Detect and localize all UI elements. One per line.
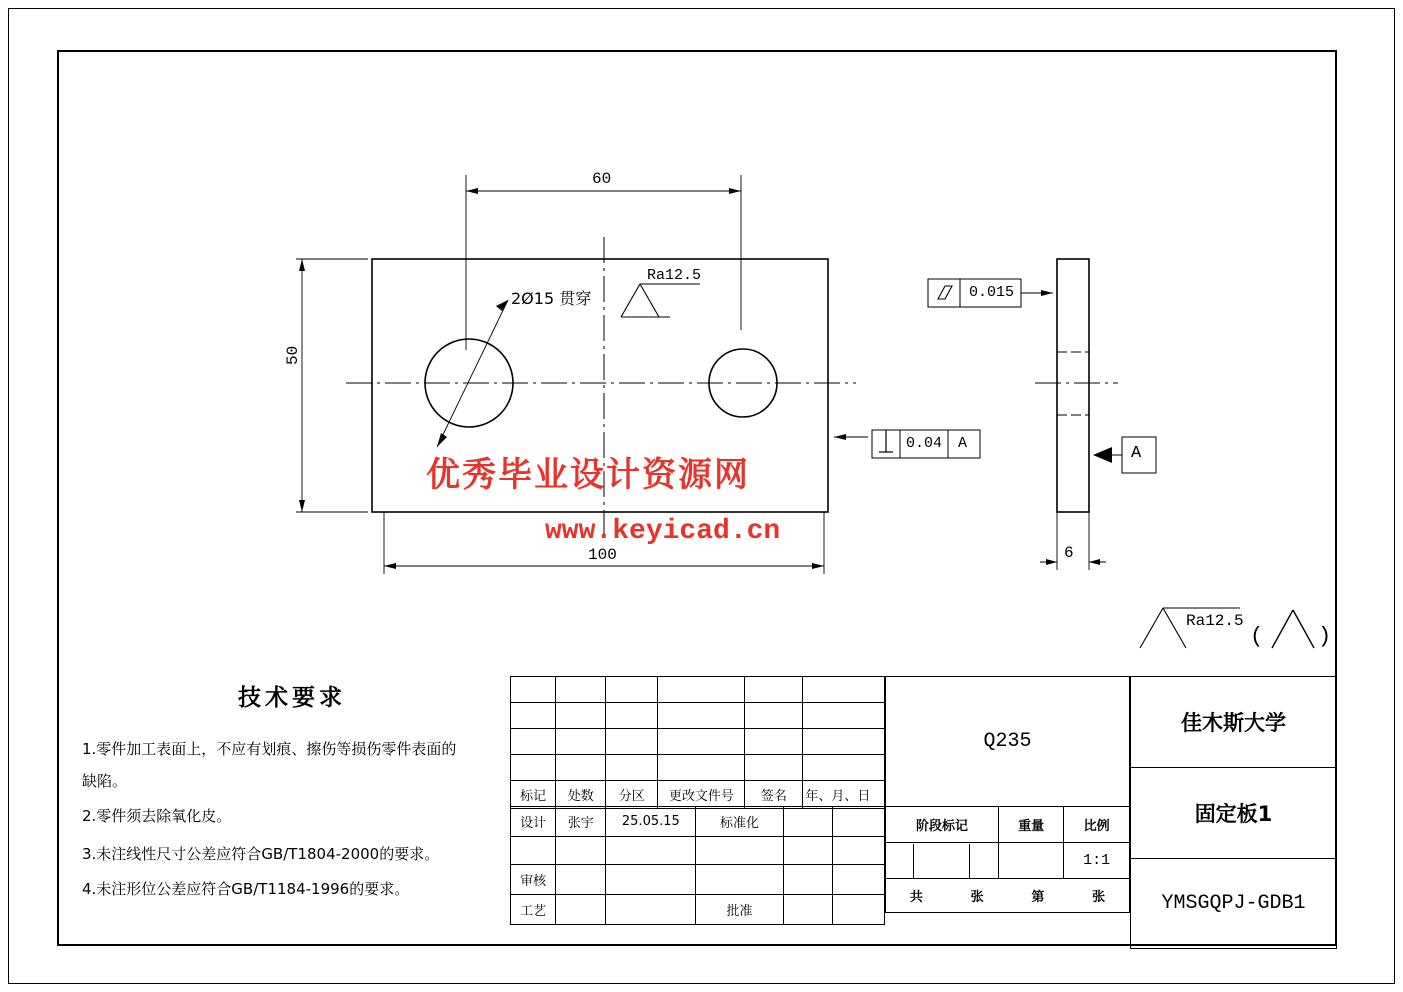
sig-cell (556, 837, 606, 865)
rev-cell (803, 703, 885, 729)
organization-name: 佳木斯大学 (1131, 677, 1337, 768)
rev-cell (803, 755, 885, 781)
checker-date (606, 865, 696, 895)
datum-label-a: A (1131, 444, 1142, 463)
surface-finish-local: Ra12.5 (647, 267, 702, 284)
signature-block (510, 806, 885, 925)
sig-cell (696, 837, 783, 865)
rev-header-mark: 标记 (511, 781, 556, 809)
tech-requirement-item: 缺陷。 (82, 772, 128, 790)
tech-requirement-item: 3.未注线性尺寸公差应符合GB/T1804-2000的要求。 (82, 845, 440, 863)
flatness-tolerance-value: 0.015 (969, 284, 1015, 301)
standardization-name (783, 807, 833, 837)
general-note-bracket-right: ) (1318, 624, 1332, 649)
identification-block (1130, 676, 1337, 949)
dim-width-top: 60 (592, 170, 612, 188)
rev-cell (606, 677, 658, 703)
general-note-bracket-left: ( (1250, 624, 1264, 649)
sig-cell (696, 865, 783, 895)
surface-finish-general: Ra12.5 (1186, 612, 1244, 630)
material-value: Q235 (886, 677, 1130, 807)
weight-value (998, 843, 1063, 879)
sig-cell (783, 865, 833, 895)
rev-cell (745, 729, 803, 755)
perpendicularity-tolerance-value: 0.04 (906, 435, 943, 452)
hole-note: 2Ø15 贯穿 (511, 289, 592, 308)
standardization-label: 标准化 (696, 807, 783, 837)
rev-cell (556, 755, 606, 781)
rev-cell (658, 729, 745, 755)
rev-cell (606, 703, 658, 729)
role-design: 设计 (511, 807, 556, 837)
rev-cell (511, 755, 556, 781)
designer-date: 25.05.15 (606, 807, 696, 837)
material-stage-block (885, 676, 1130, 913)
rev-cell (803, 729, 885, 755)
stage-cell (914, 844, 970, 878)
rev-header-doc: 更改文件号 (658, 781, 745, 809)
stage-cell (886, 844, 914, 878)
role-process: 工艺 (511, 895, 556, 925)
rev-cell (511, 703, 556, 729)
revision-block (510, 676, 885, 809)
standardization-date (833, 807, 885, 837)
stage-cell (970, 844, 998, 878)
rev-cell (511, 677, 556, 703)
part-code: YMSGQPJ-GDB1 (1131, 859, 1337, 949)
role-check: 审核 (511, 865, 556, 895)
tech-requirements-heading: 技术要求 (238, 685, 346, 711)
tech-requirement-item: 1.零件加工表面上，不应有划痕、擦伤等损伤零件表面的 (82, 740, 457, 758)
sheet-total-label: 共 (909, 890, 923, 905)
dim-thickness: 6 (1064, 544, 1074, 562)
rev-header-count: 处数 (556, 781, 606, 809)
part-name: 固定板1 (1131, 768, 1337, 859)
rev-cell (658, 677, 745, 703)
rev-cell (745, 703, 803, 729)
sig-cell (833, 865, 885, 895)
rev-cell (658, 755, 745, 781)
checker-name (556, 865, 606, 895)
rev-header-zone: 分区 (606, 781, 658, 809)
watermark-text: 优秀毕业设计资源网 (426, 455, 750, 495)
rev-cell (658, 703, 745, 729)
dim-width-bottom: 100 (588, 546, 617, 564)
sheet-total-unit: 张 (970, 890, 984, 905)
rev-cell (556, 677, 606, 703)
sheet-index-unit: 张 (1092, 890, 1106, 905)
watermark-url: www.keyicad.cn (545, 516, 781, 547)
sig-cell (511, 837, 556, 865)
perpendicularity-datum-ref: A (958, 435, 968, 452)
rev-cell (556, 703, 606, 729)
sig-cell (833, 837, 885, 865)
rev-cell (745, 677, 803, 703)
approval-date (833, 895, 885, 925)
process-name (556, 895, 606, 925)
rev-cell (606, 729, 658, 755)
sig-cell (606, 837, 696, 865)
stage-mark-label: 阶段标记 (886, 807, 999, 843)
sig-cell (783, 837, 833, 865)
process-date (606, 895, 696, 925)
dim-height-left: 50 (284, 345, 302, 365)
rev-cell (803, 677, 885, 703)
approval-name (783, 895, 833, 925)
rev-cell (606, 755, 658, 781)
designer-name: 张宇 (556, 807, 606, 837)
tech-requirement-item: 2.零件须去除氧化皮。 (82, 807, 232, 825)
rev-cell (745, 755, 803, 781)
rev-cell (556, 729, 606, 755)
approval-label: 批准 (696, 895, 783, 925)
scale-value: 1:1 (1064, 843, 1130, 879)
rev-header-date: 年、月、日 (803, 781, 885, 809)
rev-header-sign: 签名 (745, 781, 803, 809)
tech-requirement-item: 4.未注形位公差应符合GB/T1184-1996的要求。 (82, 880, 410, 898)
scale-label: 比例 (1064, 807, 1130, 843)
sheet-index-label: 第 (1031, 890, 1045, 905)
rev-cell (511, 729, 556, 755)
weight-label: 重量 (998, 807, 1063, 843)
